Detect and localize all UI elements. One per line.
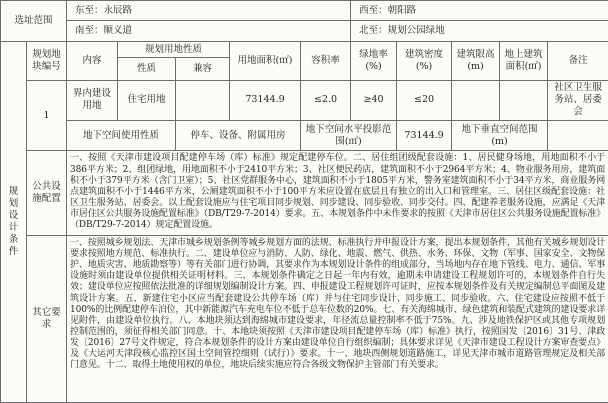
section-title-text bbox=[3, 186, 24, 258]
vertical-range-value bbox=[548, 120, 608, 151]
header-land-use: 规划用地性质 bbox=[118, 41, 230, 57]
section-title-char: 划 bbox=[8, 197, 19, 209]
underground-label: 地下空间使用性质 bbox=[67, 120, 176, 151]
header-green: 绿地率(%) bbox=[351, 41, 397, 80]
far-value: ≤2.0 bbox=[301, 80, 351, 120]
above-area-value bbox=[500, 80, 548, 120]
header-remark: 备注 bbox=[548, 41, 608, 80]
height-value bbox=[452, 80, 500, 120]
other-requirements-text: 一、按照城乡规划法、天津市城乡规划条例等城乡规划方面的法规、标准执行并申报设计方案，提出本规划条件，其他有关城乡规划设计要求按照地方规范、标准执行。二、建设单位应与消防、人防、绿化、地震、燃气、供热、水务、环保、文物（军事、国家安全、文物保护、地质灾害、地质勘察等）等有关部门进行协调，其要求作为本规划设计条件的组成部分，当场地内存在地下管线、电力、通信、军事设施时须由建设单位提供相关证明材料。三、本规划条件确定之日起一年内有效，逾期未申请建设工程规划许可的，本规划条件自行失效；建设单位应按照依法批准的详细规划编制设计方案。四、申报建设工程规划许可证时，应按本规划条件及有关规定编制总平面图及建筑设计方案。五、新建住宅小区应当配套建设公共停车场（库）并与住宅同步设计、同步施工、同步验收。六、住宅建设应按照不低于100%的比例配建停车泊位，其中新能源汽车充电车位不低于总车位数的20%。七、有关海绵城市、绿色建筑和装配式建筑的建设要求详见附件，由建设单位执行。八、本地块须达到海绵城市建设要求，年径流总量控制率不低于75%。九、涉及地铁保护区或其他专项规划控制范围的，须征得相关部门同意。十、本地块须按照《天津市建设项目配建停车场（库）标准》执行，按照国发〔2016〕31号、津政发〔2016〕27号文件规定，符合本规划条件的设计方案由建设单位自行组织编制；具体要求详见《天津市建设工程设计方案审查要点》及《大运河天津段核心监控区国土空间管控细则（试行）》要求。十一、地块西侧规划道路施工，详见天津市城市道路管理规定及相关部门意见。十二、取得土地使用权的单位，地块后续实施应符合各级文物保护主管部门有关要求。 bbox=[67, 236, 608, 403]
boundary-west: 西至：朝阳路 bbox=[351, 1, 608, 21]
section-title bbox=[1, 41, 27, 402]
header-density: 建筑密度(%) bbox=[397, 41, 452, 80]
header-above-area: 地上建筑面积(㎡) bbox=[500, 41, 548, 80]
content-value: 界内建设用地 bbox=[67, 80, 118, 120]
header-content: 内容 bbox=[67, 41, 118, 80]
horizontal-projection-value: 73144.9 bbox=[397, 120, 452, 151]
vertical-range-label: 地下垂直空间范围(m) bbox=[452, 120, 548, 151]
header-height: 建筑限高(m) bbox=[452, 41, 500, 80]
header-area: 用地面积(㎡) bbox=[230, 41, 301, 80]
compatible-value bbox=[176, 80, 230, 120]
section-title-char: 设 bbox=[8, 209, 19, 221]
public-facility-label: 公共设施配置 bbox=[27, 151, 67, 236]
plot-number: 1 bbox=[27, 80, 67, 151]
nature-value: 住宅用地 bbox=[118, 80, 176, 120]
section-title-char: 条 bbox=[8, 233, 19, 245]
horizontal-projection-label: 地下空间水平投影范围(㎡) bbox=[301, 120, 397, 151]
public-facility-text: 一、按照《天津市建设项目配建停车场（库）标准》规定配建停车位。二、居住组团级配套设施：1、居民健身场地，用地面积不小于386平方米；2、组团绿地，用地面积不小于2410平方米；3、社区便民药店，建筑面积不小于2964平方米；4、物业服务用房，建筑面积不小于379平方米（含门卫室）；5、社区党群服务中心，建筑面积不小于1805平方米，警务室建筑面积不小于34平方米，商业服务网点建筑面积不小于1446平方米，公厕建筑面积不小于100平方米应设置在底层且有独立的出入口和管理室。三、居住区级配套设施：社区卫生服务站、居委会。以上配套设施应与住宅项目同步规划、同步建设、同步验收、同步交付。四、配建养老服务设施，应满足《天津市居住区公共服务设施配置标准》（DB/T29-7-2014）要求。五、本规划条件中未作要求的按照《天津市居住区公共服务设施配置标准》（DB/T29-7-2014）规定配置设施。 bbox=[67, 151, 608, 236]
boundary-north: 北至：规划公园绿地 bbox=[351, 21, 608, 41]
section-title-char: 件 bbox=[8, 245, 19, 257]
header-plot-no: 规划地块编号 bbox=[27, 41, 67, 80]
section-title-char: 规 bbox=[8, 185, 19, 197]
boundary-title: 选址范围 bbox=[1, 1, 67, 42]
area-value: 73144.9 bbox=[230, 80, 301, 120]
header-nature: 性质 bbox=[118, 58, 176, 81]
density-value: ≤20 bbox=[397, 80, 452, 120]
green-value: ≥40 bbox=[351, 80, 397, 120]
section-title-char: 计 bbox=[8, 221, 19, 233]
header-far: 容积率 bbox=[301, 41, 351, 80]
remark-value: 社区卫生服务站、居委会 bbox=[548, 80, 608, 120]
underground-use: 停车、设备、附属用房 bbox=[176, 120, 301, 151]
header-compatible: 兼容 bbox=[176, 58, 230, 81]
boundary-south: 南至：顺义道 bbox=[67, 21, 351, 41]
boundary-east: 东至：永辰路 bbox=[67, 1, 351, 21]
other-requirements-label: 其它要求 bbox=[27, 236, 67, 403]
